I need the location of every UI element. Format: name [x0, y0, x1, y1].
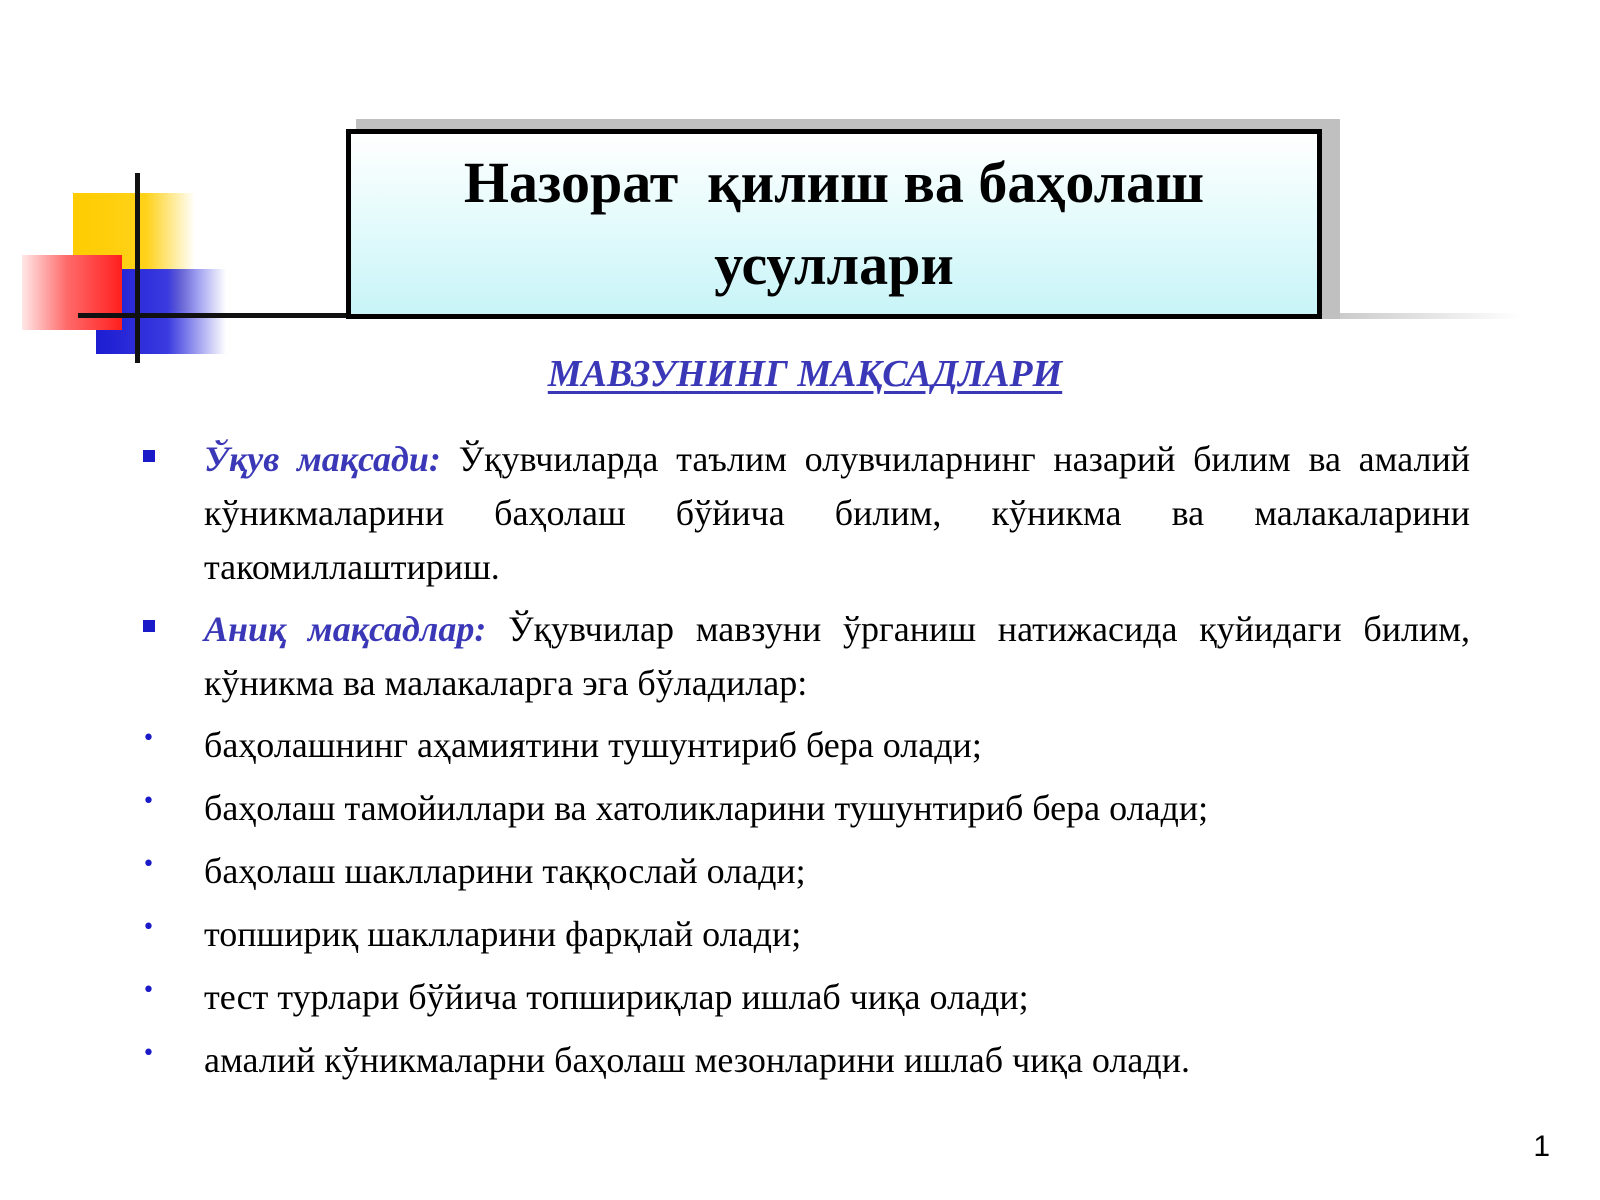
dot-bullet-icon: •: [142, 915, 155, 940]
list-item: [140, 844, 1470, 898]
dot-bullet-icon: •: [142, 978, 155, 1003]
content-area: [140, 432, 1470, 1096]
list-item: [140, 907, 1470, 961]
goal-text: Ўқувчиларда таълим олувчиларнинг назарий билим ва амалий кўникмаларини баҳолаш бўйича билим, кўникма ва малакаларини такомиллаштириш.: [204, 439, 1470, 587]
goal-item-specific: [140, 602, 1470, 710]
goal-item-educational: [140, 432, 1470, 594]
list-item-text: баҳолаш тамойиллари ва хатоликларини тушунтириб бера олади;: [204, 788, 1209, 828]
dot-bullet-icon: •: [142, 726, 155, 751]
page-number: 1: [1533, 1130, 1550, 1163]
square-bullet-icon: [143, 450, 155, 462]
dot-bullet-icon: •: [142, 789, 155, 814]
decor-vertical-line: [135, 173, 140, 363]
list-item: [140, 970, 1470, 1024]
title-box: [346, 129, 1322, 319]
decor-red-square: [22, 255, 122, 330]
list-item-text: топшириқ шаклларини фарқлай олади;: [204, 914, 802, 954]
list-item: [140, 718, 1470, 772]
list-item-text: баҳолаш шаклларини таққослай олади;: [204, 851, 806, 891]
list-item: [140, 781, 1470, 835]
dot-bullet-icon: •: [142, 1041, 155, 1066]
slide-subtitle: МАВЗУНИНГ МАҚСАДЛАРИ: [547, 353, 1063, 395]
list-item-text: тест турлари бўйича топшириқлар ишлаб чиқа олади;: [204, 977, 1029, 1017]
list-item-text: амалий кўникмаларни баҳолаш мезонларини ишлаб чиқа олади.: [204, 1040, 1190, 1080]
decor-fade-line: [1330, 313, 1520, 319]
square-bullet-icon: [143, 620, 155, 632]
list-item: [140, 1033, 1470, 1087]
dot-bullet-icon: •: [142, 852, 155, 877]
goal-label: Ўқув мақсади:: [204, 439, 441, 479]
list-item-text: баҳолашнинг аҳамиятини тушунтириб бера олади;: [204, 725, 982, 765]
goal-label: Аниқ мақсадлар:: [204, 609, 487, 649]
slide-title: Назорат қилиш ва баҳолаш усуллари: [463, 150, 1219, 297]
goal-text: Ўқувчилар мавзуни ўрганиш натижасида қуйидаги билим, кўникма ва малакаларга эга бўладилар:: [204, 609, 1470, 703]
decor-horizontal-line: [78, 313, 368, 318]
